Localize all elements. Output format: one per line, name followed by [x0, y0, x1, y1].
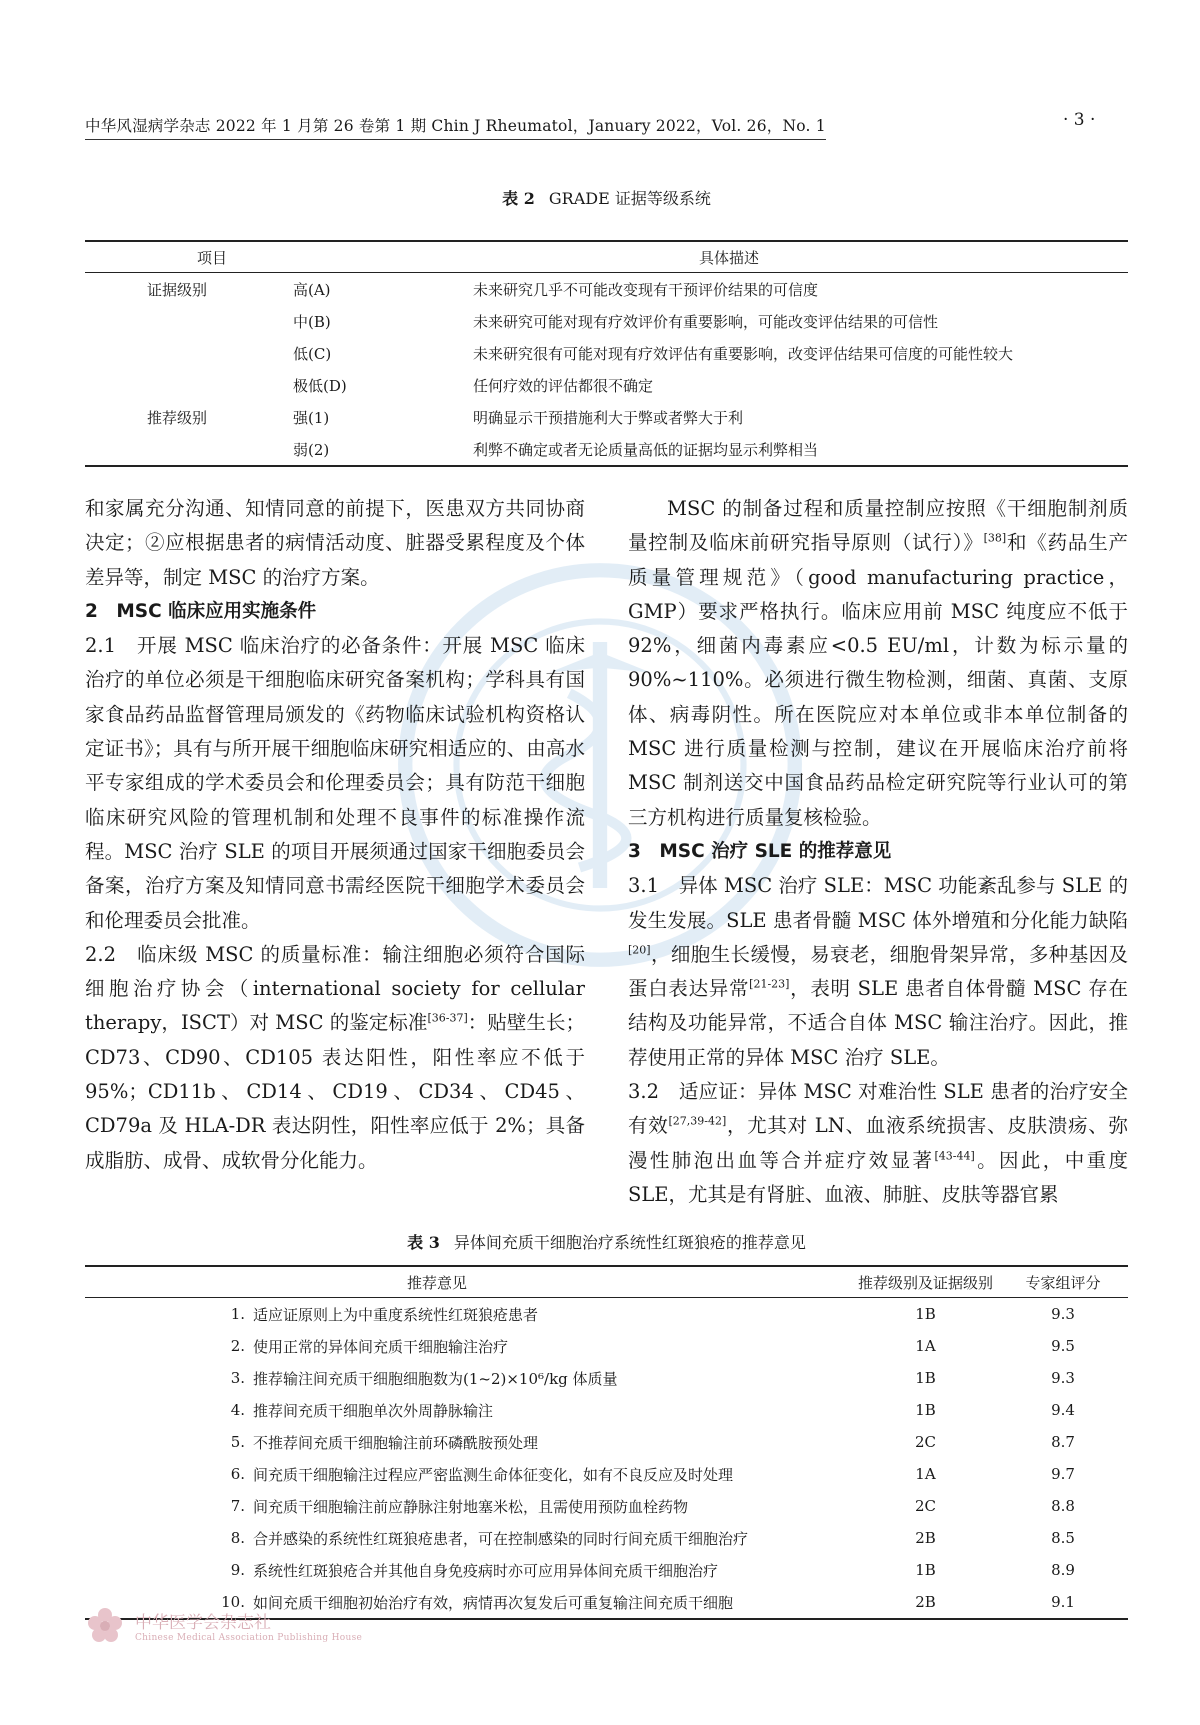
table-row: [85, 369, 1128, 401]
cell-group: 推荐级别: [147, 408, 208, 427]
citation: [20]: [628, 943, 651, 957]
publisher-name-en: Chinese Medical Association Publishing House: [135, 1632, 363, 1643]
cell-level: 弱(2): [293, 440, 330, 459]
cell-recommendation: 合并感染的系统性红斑狼疮患者，可在控制感染的同时行间充质干细胞治疗: [253, 1529, 749, 1548]
cell-recommendation: 推荐输注间充质干细胞细胞数为(1~2)×10⁶/kg 体质量: [253, 1369, 618, 1388]
cell-desc: 未来研究几乎不可能改变现有干预评价结果的可信度: [473, 280, 819, 299]
cell-desc: 明确显示干预措施利大于弊或者弊大于利: [473, 408, 744, 427]
publisher-name: 中华医学会杂志社: [135, 1612, 271, 1633]
table2-caption: [85, 186, 1128, 209]
table-row: [85, 433, 1128, 466]
cell-grade: 2C: [914, 1433, 937, 1451]
citation: [43-44]: [934, 1149, 975, 1163]
table-row: [85, 305, 1128, 337]
cell-recommendation: 如间充质干细胞初始治疗有效，病情再次复发后可重复输注间充质干细胞: [253, 1593, 734, 1612]
table2-header-desc: 具体描述: [699, 248, 760, 267]
table-row: [85, 1522, 1128, 1554]
citation: [38]: [983, 531, 1007, 545]
paragraph: [628, 492, 1128, 835]
section-heading: 2 MSC 临床应用实施条件: [85, 600, 317, 622]
cell-recommendation: 系统性红斑狼疮合并其他自身免疫病时亦可应用异体间充质干细胞治疗: [253, 1561, 719, 1580]
paragraph: [85, 938, 585, 1178]
cell-level: 极低(D): [293, 376, 347, 395]
cell-number: 6.: [230, 1465, 245, 1483]
table3: [85, 1265, 1128, 1620]
text-run: 3.2 适应证：异体 MSC 对难治性 SLE 患者的治疗安全有效: [628, 1080, 1128, 1138]
table3-title: 异体间充质干细胞治疗系统性红斑狼疮的推荐意见: [453, 1233, 806, 1252]
table2-label: 表 2: [502, 189, 535, 208]
table-row: [85, 1426, 1128, 1458]
cell-score: 9.1: [1051, 1593, 1075, 1611]
cell-score: 9.4: [1051, 1401, 1075, 1419]
right-column: [628, 492, 1128, 1212]
cell-desc: 未来研究可能对现有疗效评价有重要影响，可能改变评估结果的可信性: [473, 312, 939, 331]
table-row: [85, 337, 1128, 369]
running-head: 中华风湿病学杂志 2022 年 1 月第 26 卷第 1 期 Chin J Rheumatol，January 2022，Vol. 26，No. 1: [85, 114, 826, 140]
section-heading: 3 MSC 治疗 SLE 的推荐意见: [628, 840, 892, 862]
cell-group: [85, 369, 293, 401]
cell-group: [85, 433, 293, 466]
cell-group: [85, 305, 293, 337]
cell-score: 8.8: [1051, 1497, 1075, 1515]
cell-recommendation: 使用正常的异体间充质干细胞输注治疗: [253, 1337, 509, 1356]
table-row: [85, 1362, 1128, 1394]
cell-grade: 1B: [915, 1401, 936, 1419]
cell-recommendation: 推荐间充质干细胞单次外周静脉输注: [253, 1401, 494, 1420]
cell-level: 强(1): [293, 408, 330, 427]
cell-number: 7.: [230, 1497, 245, 1515]
table-row: [85, 1554, 1128, 1586]
cell-score: 9.3: [1051, 1305, 1075, 1323]
cell-level: 高(A): [293, 280, 331, 299]
cell-grade: 1B: [915, 1305, 936, 1323]
citation: [36-37]: [427, 1011, 468, 1025]
cell-number: 5.: [230, 1433, 245, 1451]
cell-number: 2.: [230, 1337, 245, 1355]
table3-header-score: 专家组评分: [1025, 1273, 1101, 1292]
cell-level: 中(B): [293, 312, 331, 331]
table2-title: GRADE 证据等级系统: [548, 189, 711, 208]
cell-score: 8.9: [1051, 1561, 1075, 1579]
table-row: [85, 1298, 1128, 1331]
cell-number: 3.: [230, 1369, 245, 1387]
cell-number: 8.: [230, 1529, 245, 1547]
cell-grade: 2B: [915, 1593, 936, 1611]
table-row: [85, 273, 1128, 306]
paragraph: [628, 869, 1128, 1075]
table-row: [85, 401, 1128, 433]
text-run: 和《药品生产质量管理规范》（good manufacturing practice，GMP）要求严格执行。临床应用前 MSC 纯度应不低于 92%，细菌内毒素应<0.5 EU/ml，计数为标示量的 90%~110%。必须进行微生物检测，细菌、真菌、支原体、病毒阴性。所在医院应对本单位或非本单位制备的 MSC 进行质量检测与控制，建议在开展临床治疗前将 MSC 制剂送交中国食品药品检定研究院等行业认可的第三方机构进行质量复核检验。: [628, 531, 1128, 829]
cell-number: 10.: [221, 1593, 245, 1611]
cell-grade: 2B: [915, 1529, 936, 1547]
table3-caption: [85, 1230, 1128, 1253]
paragraph: 2.1 开展 MSC 临床治疗的必备条件：开展 MSC 临床治疗的单位必须是干细胞临床研究备案机构；学科具有国家食品药品监督管理局颁发的《药物临床试验机构资格认定证书》；具有与所开展干细胞临床研究相适应的、由高水平专家组成的学术委员会和伦理委员会；具有防范干细胞临床研究风险的管理机制和处理不良事件的标准操作流程。MSC 治疗 SLE 的项目开展须通过国家干细胞委员会备案，治疗方案及知情同意书需经医院干细胞学术委员会和伦理委员会批准。: [85, 634, 585, 932]
cell-score: 9.3: [1051, 1369, 1075, 1387]
cell-level: 低(C): [293, 344, 332, 363]
cell-recommendation: 适应证原则上为中重度系统性红斑狼疮患者: [253, 1305, 539, 1324]
text-run: ，细胞生长缓慢，易衰老，细胞骨架异常，多种基因及蛋白表达异常: [628, 942, 1128, 1001]
cell-group: 证据级别: [147, 280, 208, 299]
table3-header-recommendation: 推荐意见: [407, 1273, 468, 1292]
table2-header-item: 项目: [197, 248, 228, 267]
page-number: · 3 ·: [1063, 110, 1096, 130]
table-row: [85, 1490, 1128, 1522]
text-run: ，尤其对 LN、血液系统损害、皮肤溃疡、弥漫性肺泡出血等合并症疗效显著: [628, 1114, 1128, 1172]
table-row: [85, 1330, 1128, 1362]
cell-number: 9.: [230, 1561, 245, 1579]
text-run: MSC 的制备过程和质量控制应按照《干细胞制剂质量控制及临床前研究指导原则（试行）》: [628, 497, 1128, 555]
text-run: 2.2 临床级 MSC 的质量标准：输注细胞必须符合国际细胞治疗协会（international society for cellular therapy，ISCT）对 MSC 的鉴定标准: [85, 942, 585, 1035]
text-run: 。因此，中重度 SLE，尤其是有肾脏、血液、肺脏、皮肤等器官累: [628, 1148, 1128, 1206]
cell-number: 1.: [230, 1305, 245, 1323]
cell-desc: 任何疗效的评估都很不确定: [473, 376, 654, 395]
text-run: 3.1 异体 MSC 治疗 SLE：MSC 功能紊乱参与 SLE 的发生发展。SLE 患者骨髓 MSC 体外增殖和分化能力缺陷: [628, 874, 1128, 932]
cell-score: 9.5: [1051, 1337, 1075, 1355]
cell-grade: 1A: [915, 1337, 936, 1355]
cell-grade: 2C: [914, 1497, 937, 1515]
publisher-mark: [85, 1605, 362, 1645]
cell-grade: 1B: [915, 1369, 936, 1387]
cell-grade: 1B: [915, 1561, 936, 1579]
table-row: [85, 1458, 1128, 1490]
text-run: ：贴壁生长；CD73、CD90、CD105 表达阳性，阳性率应不低于95%；CD11b、CD14、CD19、CD34、CD45、CD79a 及 HLA-DR 表达阴性，阳性率应低于 2%；具备成脂肪、成骨、成软骨分化能力。: [85, 1011, 585, 1172]
paragraph: 和家属充分沟通、知情同意的前提下，医患双方共同协商决定；②应根据患者的病情活动度、脏器受累程度及个体差异等，制定 MSC 的治疗方案。: [85, 497, 585, 589]
cell-desc: 利弊不确定或者无论质量高低的证据均显示利弊相当: [473, 440, 819, 459]
table3-header-grade: 推荐级别及证据级别: [857, 1273, 993, 1292]
cell-recommendation: 不推荐间充质干细胞输注前环磷酰胺预处理: [253, 1433, 539, 1452]
cell-recommendation: 间充质干细胞输注过程应严密监测生命体征变化，如有不良反应及时处理: [253, 1465, 734, 1484]
citation: [21-23]: [749, 977, 790, 991]
cell-group: [85, 337, 293, 369]
publisher-logo-icon: [85, 1605, 125, 1645]
cell-recommendation: 间充质干细胞输注前应静脉注射地塞米松，且需使用预防血栓药物: [253, 1497, 689, 1516]
cell-score: 8.7: [1051, 1433, 1075, 1451]
left-column: [85, 492, 585, 1178]
citation: [27,39-42]: [668, 1114, 727, 1128]
cell-score: 9.7: [1051, 1465, 1075, 1483]
cell-desc: 未来研究很有可能对现有疗效评估有重要影响，改变评估结果可信度的可能性较大: [473, 344, 1014, 363]
table2: [85, 240, 1128, 467]
cell-number: 4.: [230, 1401, 245, 1419]
table3-label: 表 3: [407, 1233, 440, 1252]
cell-grade: 1A: [915, 1465, 936, 1483]
table-row: [85, 1394, 1128, 1426]
cell-score: 8.5: [1051, 1529, 1075, 1547]
text-run: ，表明 SLE 患者自体骨髓 MSC 存在结构及功能异常，不适合自体 MSC 输注治疗。因此，推荐使用正常的异体 MSC 治疗 SLE。: [628, 977, 1128, 1069]
paragraph: [628, 1075, 1128, 1212]
